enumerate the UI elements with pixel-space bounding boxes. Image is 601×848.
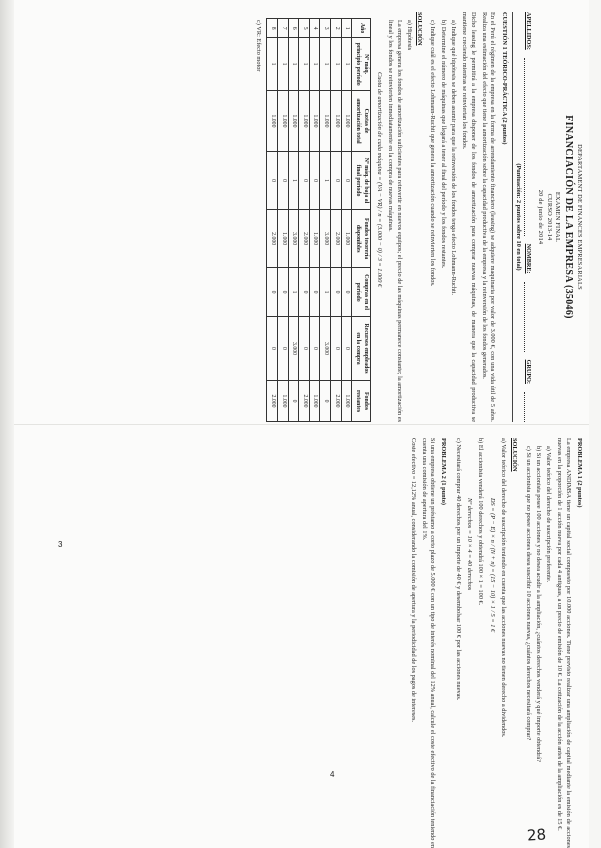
table-cell: 2.000 <box>331 381 342 422</box>
table-cell: 1 <box>331 38 342 91</box>
table-row <box>267 19 278 422</box>
col-header: Recursos empleados en la compra <box>352 316 370 380</box>
table-cell: 1 <box>341 19 352 38</box>
table-cell: 1 <box>309 38 320 91</box>
table-cell: 3 <box>320 19 331 38</box>
table-cell: 0 <box>267 316 278 380</box>
table-cell: 2.000 <box>267 210 278 268</box>
table-cell: 8 <box>267 19 278 38</box>
table-row <box>331 19 342 422</box>
exam-date: 20 de junio de 2014 <box>537 189 545 245</box>
points-note: (Puntuación: 2 puntos sobre 10 en total) <box>514 163 522 271</box>
question1-item-a: a) Indique qué hipótesis se deben asumir para que la reinversión de los fondos tenga efecto Lohmann-Ruchti. <box>450 20 458 296</box>
table-cell: 1 <box>267 38 278 91</box>
table-cell: 0 <box>341 268 352 317</box>
problem1-item-b: b) Si un accionista posee 100 acciones y no desea acudir a la ampliación, ¿cuántos derechos venderá y qué importe obtendrá? <box>534 446 542 762</box>
solution2-label: SOLUCIÓN <box>511 438 519 472</box>
page-number-small: 4 <box>330 770 335 779</box>
amortization-table <box>266 18 370 422</box>
exam-header <box>536 12 583 422</box>
problem1-statement: La empresa ANDIMSA tiene un capital social compuesto por 10.000 acciones. Tiene previsto realizar una ampliación de capital mediante la emisión de acciones nuevas en la proporción de 1 acción nueva por cada 4 antiguas, a un precio de emisión de 10 €. La cotización de la acción antes de la ampliación es de 15 €. <box>556 438 572 848</box>
table-cell: 0 <box>309 268 320 317</box>
solution1-label: SOLUCIÓN <box>416 12 424 46</box>
col-header: Compras en el período <box>352 268 370 317</box>
table-cell: 1 <box>341 38 352 91</box>
table-cell: 2 <box>331 19 342 38</box>
table-cell: 0 <box>309 151 320 209</box>
table-cell: 1.000 <box>309 90 320 151</box>
table-cell: 3.000 <box>320 210 331 268</box>
col-header: Nº máq. principio período <box>352 38 370 91</box>
solution1-a-text: La empresa genera los fondos de amortización suficientes para reinvertir en nuevos equipos; el precio de las máquinas permanece constante; la amortización es lineal y los fondos se reinvierten inmediatamente en la compra de nuevas máquinas. <box>387 20 403 422</box>
table-cell: 4 <box>309 19 320 38</box>
department-name: DEPARTAMENT DE FINANCES EMPRESARIALS <box>576 144 583 290</box>
col-header: Fondos restantes <box>352 381 370 422</box>
table-cell: 5 <box>299 19 310 38</box>
table-row <box>299 19 310 422</box>
table-cell: 0 <box>267 268 278 317</box>
table-cell: 0 <box>331 268 342 317</box>
table-cell: 2.000 <box>331 210 342 268</box>
table-cell: 6 <box>288 19 299 38</box>
table-cell: 0 <box>288 381 299 422</box>
table-cell: 1 <box>288 268 299 317</box>
table-cell: 0 <box>341 316 352 380</box>
table-cell: 3.000 <box>288 316 299 380</box>
problem1-heading: PROBLEMA 1 (2 puntos) <box>576 438 583 508</box>
solution1-a-label: a) Hipótesis <box>405 20 413 51</box>
apellidos-label: APELLIDOS: <box>525 12 532 50</box>
question1-statement: En el Perú el régimen de la empresa en la forma de arrendamiento financiero (leasing) se adquiere maquinaria por valor de 3.000 €, con una vida útil de 5 años. Realiza una estimación del efecto que tiene la amortización sobre la capacidad productiva de la empresa y la reinversión de los fondos generados. <box>480 12 497 422</box>
grupo-label: GRUPO: <box>525 359 532 384</box>
table-cell: 1 <box>288 151 299 209</box>
col-header: Cuotas de amortización total <box>352 90 370 151</box>
subscription-right-formula: DS = (P − E) × n / (N + n) = (15 − 10) × 1 / 5 = 1 € <box>488 498 496 633</box>
table-cell: 1 <box>320 151 331 209</box>
table-cell: 0 <box>299 151 310 209</box>
table-cell: 1.000 <box>267 90 278 151</box>
student-name-row <box>524 12 532 422</box>
table-cell: 0 <box>277 268 288 317</box>
table-cell: 2.000 <box>299 381 310 422</box>
nombre-label: NOMBRE: <box>525 243 532 274</box>
col-header: Nº máq. de baja al final período <box>352 151 370 209</box>
problem2-solution: Coste efectivo = 12,12% anual, considerando la comisión de apertura y la periodicidad de los pagos de intereses. <box>409 438 417 723</box>
table-cell: 3.000 <box>288 210 299 268</box>
page-mark: 3 <box>58 540 63 549</box>
apellidos-blank <box>524 58 532 236</box>
question1-item-c: c) Indique cuál es el efecto Lohmann-Ruchti que genera la amortización cuando se reinvierten los fondos. <box>429 20 437 287</box>
table-cell: 1 <box>320 38 331 91</box>
problem2-statement: Si una empresa obtiene un préstamo a corto plazo de 5.000 € con un tipo de interés nominal del 12% anual, calcule el coste efectivo de la financiación teniendo en cuenta una comisión de apertura del 1%. <box>420 438 437 848</box>
table-cell: 1.000 <box>341 90 352 151</box>
table-cell: 1.000 <box>320 90 331 151</box>
table-cell: 1 <box>288 38 299 91</box>
amortization-formula: Cuota de amortización de cada máquina = (VA − VR) / n = (3.000 − 0) / 3 = 1.000 € <box>375 72 383 288</box>
exam-type: EXAMEN FINAL <box>554 191 562 243</box>
table-cell: 0 <box>277 316 288 380</box>
problem1-item-a: a) Valor teórico del derecho de suscripción preferente. <box>545 446 553 583</box>
table-cell: 0 <box>309 316 320 380</box>
table-cell: 1 <box>299 38 310 91</box>
course-title: FINANCIACIÓN DE LA EMPRESA (35046) <box>562 115 574 319</box>
table-cell: 1.000 <box>309 210 320 268</box>
course-year: CURSO 2013-14 <box>545 193 553 241</box>
table-row <box>288 19 299 422</box>
table-cell: 1.000 <box>331 90 342 151</box>
solution2-c-text: c) Necesitará comprar 40 derechos por un importe de 40 € y desembolsar 100 € por las acciones nuevas. <box>454 438 462 701</box>
question1-heading: CUESTIÓN 1 TEÓRICO-PRÁCTICA (2 puntos) <box>500 12 508 145</box>
table-header-row <box>352 19 370 422</box>
exam-page-bottom <box>23 438 583 848</box>
table-cell: 3.000 <box>320 316 331 380</box>
table-cell: 2.000 <box>267 381 278 422</box>
table-row <box>320 19 331 422</box>
problem1-item-c: c) Si un accionista que no posee acciones desea suscribir 10 acciones nuevas, ¿cuántos derechos necesitará comprar? <box>524 446 532 741</box>
table-cell: 7 <box>277 19 288 38</box>
solution2-b-text: b) El accionista venderá 100 derechos y obtendrá 100 × 1 = 100 €. <box>477 438 485 606</box>
solution2-a-text: a) Valor teórico del derecho de suscripción teniendo en cuenta que las acciones nuevas no tienen derecho a dividendos. <box>499 438 507 738</box>
col-header: Fondos tesorería disponibles <box>352 210 370 268</box>
col-header: Año <box>352 19 370 38</box>
table-cell: 1.000 <box>341 210 352 268</box>
table-cell: 1.000 <box>299 90 310 151</box>
amortization-table-body <box>267 19 352 422</box>
table-cell: 1 <box>320 268 331 317</box>
table-cell: 0 <box>320 381 331 422</box>
table-cell: 0 <box>267 151 278 209</box>
exam-page-top <box>23 12 583 422</box>
table-cell: 0 <box>331 151 342 209</box>
question1-statement-2: Dicho leasing le permitirá a la empresa disponer de los fondos de amortización para comprar nuevas máquinas, de manera que la capacidad productiva se mantiene creciendo mientras se reinviertan los fondos. <box>461 12 477 422</box>
table-cell: 1.000 <box>277 210 288 268</box>
problem2-heading: PROBLEMA 2 (1 punto) <box>440 438 448 505</box>
page-fold-line <box>14 424 589 425</box>
table-cell: 0 <box>277 151 288 209</box>
table-cell: 0 <box>299 316 310 380</box>
table-cell: 1.000 <box>277 90 288 151</box>
question1-item-b: b) Determine el número de máquinas que llegará a tener al final del período y los fondos restantes. <box>439 20 447 269</box>
page-number: 28 <box>526 825 547 845</box>
table-row <box>309 19 320 422</box>
divider <box>512 12 513 422</box>
solution1-c-label: c) VR: Efecto motor <box>255 20 263 72</box>
table-cell: 0 <box>299 268 310 317</box>
rights-count-formula: Nº derechos = 10 × 4 = 40 derechos <box>466 498 474 591</box>
grupo-blank <box>524 392 532 422</box>
nombre-blank <box>524 282 532 352</box>
table-row <box>341 19 352 422</box>
table-cell: 1.000 <box>288 90 299 151</box>
table-cell: 1.000 <box>309 381 320 422</box>
table-cell: 2.000 <box>299 210 310 268</box>
table-cell: 1.000 <box>277 381 288 422</box>
table-cell: 1 <box>277 38 288 91</box>
table-cell: 0 <box>331 316 342 380</box>
page-edge-shadow <box>0 0 14 848</box>
table-cell: 1.000 <box>341 381 352 422</box>
table-cell: 0 <box>341 151 352 209</box>
table-row <box>277 19 288 422</box>
